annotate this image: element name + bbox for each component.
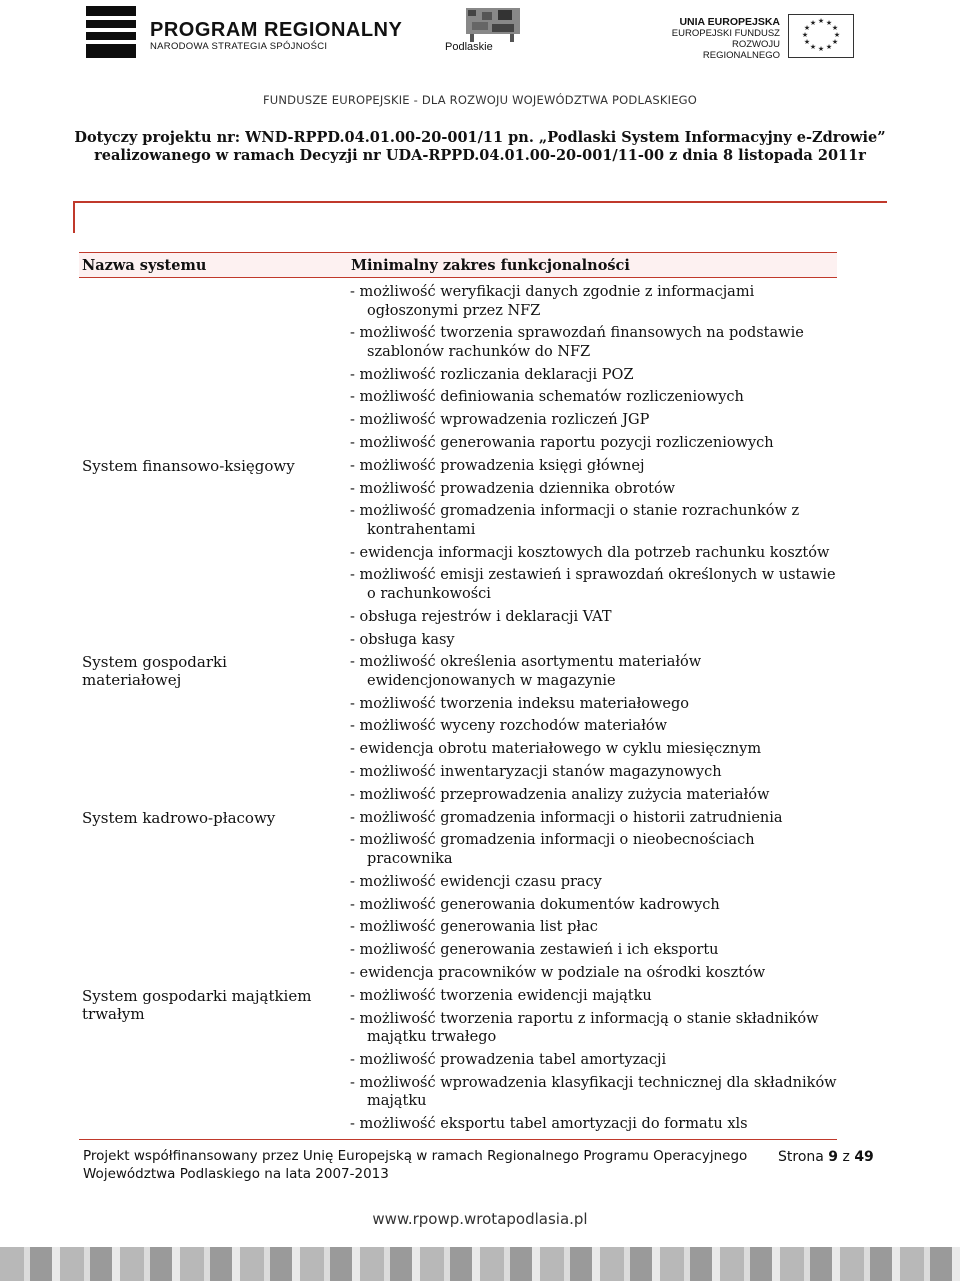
project-reference [0,129,960,165]
table-row-intro [79,283,837,452]
list-item: - możliwość rozliczania deklaracji POZ [350,366,634,383]
page-word: Strona [778,1149,824,1165]
list-item: - ewidencja obrotu materiałowego w cyklu miesięcznym [350,741,762,758]
svg-text:★: ★ [831,24,839,32]
list-item: - możliwość wprowadzenia rozliczeń JGP [350,412,650,429]
materials-items [350,653,837,804]
list-item: - możliwość prowadzenia księgi głównej [350,457,645,474]
table-header [79,252,837,278]
list-item: - możliwość generowania dokumentów kadrowych [350,896,720,913]
svg-text:★: ★ [803,24,811,32]
intro-items [350,283,837,452]
list-item: - ewidencja pracowników w podziale na ośrodki kosztów [350,964,766,981]
list-item: - możliwość przeprowadzenia analizy zużycia materiałów [350,786,770,803]
table-row-hr-payroll [79,809,837,983]
list-item: - możliwość prowadzenia tabel amortyzacji [350,1051,667,1068]
header-divider [73,201,887,203]
svg-text:★: ★ [809,19,817,27]
fixed-assets-items [350,987,837,1134]
svg-text:★: ★ [825,43,833,51]
list-item: - obsługa kasy [350,631,455,648]
column-header-functionality: Minimalny zakres funkcjonalności [351,257,630,274]
list-item: - możliwość gromadzenia informacji o historii zatrudnienia [350,809,783,826]
list-item: - możliwość generowania raportu pozycji rozliczeniowych [350,434,774,451]
svg-text:★: ★ [801,31,809,39]
funds-line: FUNDUSZE EUROPEJSKIE - DLA ROZWOJU WOJEWÓDZTWA PODLASKIEGO [262,93,698,107]
footer-cofinancing-note [83,1147,747,1183]
svg-text:★: ★ [831,38,839,46]
header-divider-vertical [73,201,75,233]
system-name-fixed-assets: System gospodarki majątkiem trwałym [82,986,312,1023]
page-total: 49 [854,1149,874,1165]
decorative-footer-strip [0,1247,960,1281]
functionality-table [79,252,837,1140]
system-name-hr-payroll: System kadrowo-płacowy [82,808,276,827]
table-row-finance [79,457,837,649]
list-item: - możliwość generowania zestawień i ich eksportu [350,942,719,959]
list-item: - możliwość tworzenia ewidencji majątku [350,987,652,1004]
svg-text:★: ★ [809,43,817,51]
finance-items [350,457,837,649]
podlaskie-bison-logo-icon [462,4,524,42]
ue-line-2: EUROPEJSKI FUNDUSZ [671,28,780,39]
svg-text:★: ★ [817,45,825,53]
project-line-1: Dotyczy projektu nr: WND-RPPD.04.01.00-20-001/11 pn. „Podlaski System Informacyjny e-Zdrowie” [74,129,886,146]
page-of: z [842,1149,850,1165]
list-item: - możliwość wyceny rozchodów materiałów [350,718,668,735]
list-item: - możliwość generowania list płac [350,919,598,936]
footer-line-1: Projekt współfinansowany przez Unię Europejską w ramach Regionalnego Programu Operacyjnego [83,1148,748,1164]
list-item: - możliwość definiowania schematów rozliczeniowych [350,389,744,406]
list-item: - możliwość gromadzenia informacji o stanie rozrachunków z kontrahentami [350,503,800,538]
list-item: - możliwość prowadzenia dziennika obrotów [350,480,676,497]
list-item: - możliwość tworzenia raportu z informacją o stanie składników majątku trwałego [350,1010,819,1046]
svg-text:★: ★ [833,31,841,39]
page-number [778,1149,874,1165]
list-item: - możliwość określenia asortymentu materiałów ewidencjonowanych w magazynie [350,654,702,689]
list-item: - obsługa rejestrów i deklaracji VAT [350,608,612,625]
list-item: - możliwość weryfikacji danych zgodnie z informacjami ogłoszonymi przez NFZ [350,284,755,319]
list-item: - możliwość wprowadzenia klasyfikacji technicznej dla składników majątku [350,1074,837,1110]
page-current: 9 [828,1149,839,1165]
program-regionalny-logo-icon [86,6,136,58]
page-header [0,0,960,200]
ue-line-1: UNIA EUROPEJSKA [679,16,780,28]
eu-flag-icon [788,14,854,58]
system-name-finance: System finansowo-księgowy [82,456,295,475]
footer-url: www.rpowp.wrotapodlasia.pl [372,1210,588,1228]
program-subtitle: NARODOWA STRATEGIA SPÓJNOŚCI [150,41,328,52]
table-row-fixed-assets [79,987,837,1140]
list-item: - możliwość eksportu tabel amortyzacji do formatu xls [350,1115,748,1132]
ue-label [668,17,780,61]
svg-text:★: ★ [817,17,825,25]
list-item: - możliwość tworzenia sprawozdań finansowych na podstawie szablonów rachunków do NFZ [350,325,804,360]
ue-line-3: ROZWOJU REGIONALNEGO [702,39,780,61]
column-header-system-name: Nazwa systemu [82,257,207,274]
podlaskie-label: Podlaskie [445,41,493,53]
footer-line-2: Województwa Podlaskiego na lata 2007-2013 [83,1166,389,1182]
project-line-2: realizowanego w ramach Decyzji nr UDA-RPPD.04.01.00-20-001/11-00 z dnia 8 listopada 2011r [94,147,866,164]
system-name-materials: System gospodarki materiałowej [82,653,227,690]
hr-payroll-items [350,809,837,983]
list-item: - możliwość tworzenia indeksu materiałowego [350,695,690,712]
program-title: PROGRAM REGIONALNY [150,19,403,41]
list-item: - możliwość inwentaryzacji stanów magazynowych [350,764,722,781]
list-item: - ewidencja informacji kosztowych dla potrzeb rachunku kosztów [350,544,830,561]
table-row-materials [79,653,837,804]
list-item: - możliwość emisji zestawień i sprawozdań określonych w ustawie o rachunkowości [350,567,836,602]
list-item: - możliwość ewidencji czasu pracy [350,873,602,890]
svg-text:★: ★ [803,38,811,46]
list-item: - możliwość gromadzenia informacji o nieobecnościach pracownika [350,832,755,867]
svg-text:★: ★ [825,19,833,27]
